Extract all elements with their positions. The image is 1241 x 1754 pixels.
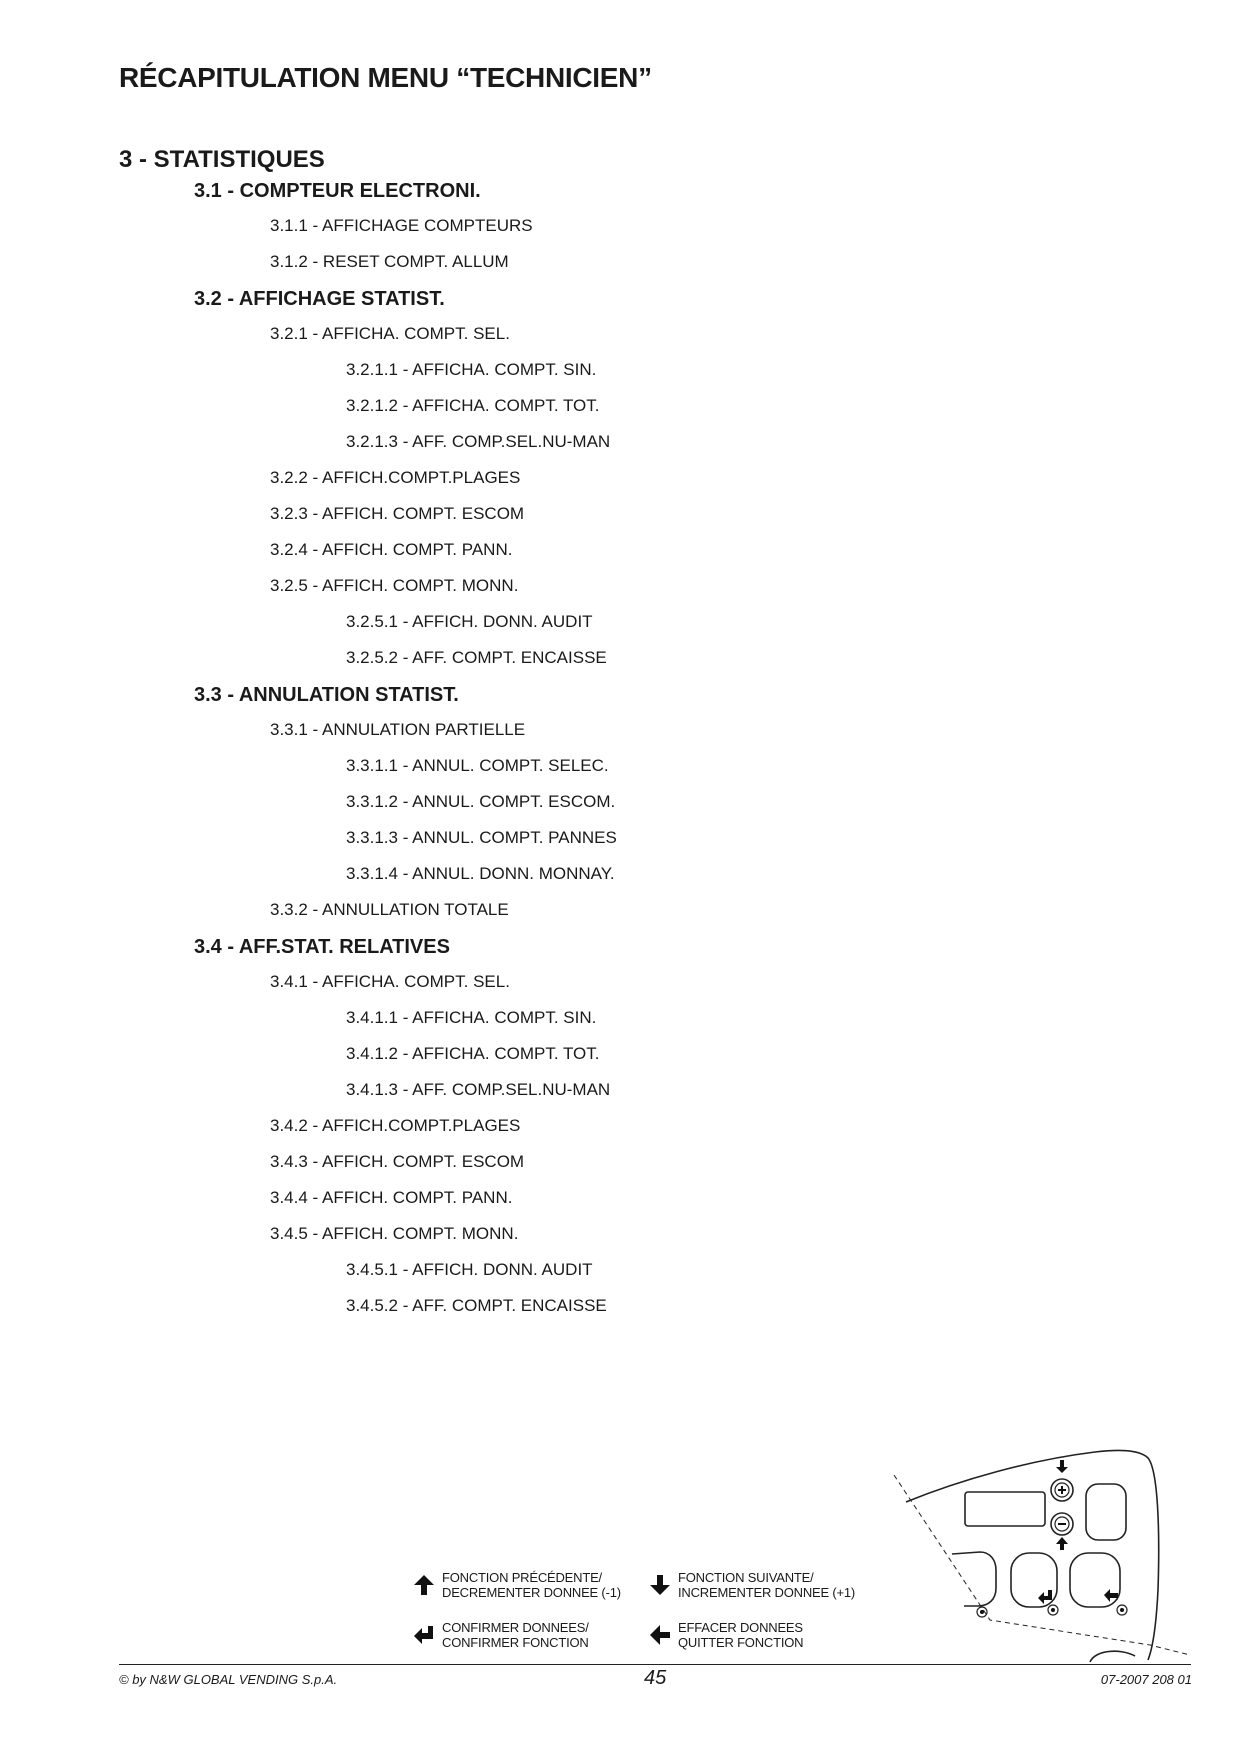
page-title: RÉCAPITULATION MENU “TECHNICIEN” — [119, 62, 652, 93]
menu-item: 3.2.4 - AFFICH. COMPT. PANN. — [270, 540, 513, 559]
menu-subitem: 3.3.1.1 - ANNUL. COMPT. SELEC. — [346, 756, 609, 775]
menu-subitem: 3.3.1.3 - ANNUL. COMPT. PANNES — [346, 828, 617, 847]
menu-subitem: 3.2.1.1 - AFFICHA. COMPT. SIN. — [346, 360, 597, 379]
menu-subitem: 3.3.1.2 - ANNUL. COMPT. ESCOM. — [346, 792, 616, 811]
menu-item: 3.1.2 - RESET COMPT. ALLUM — [270, 252, 509, 271]
menu-subitem: 3.2.5.2 - AFF. COMPT. ENCAISSE — [346, 648, 607, 667]
menu-item: 3.2.2 - AFFICH.COMPT.PLAGES — [270, 468, 521, 487]
enter-icon — [412, 1623, 436, 1647]
legend-down-line1: FONCTION SUIVANTE/ — [678, 1570, 814, 1585]
menu-section: 3.3 - ANNULATION STATIST. — [194, 684, 459, 706]
menu-subitem: 3.4.1.1 - AFFICHA. COMPT. SIN. — [346, 1008, 597, 1027]
menu-subitem: 3.2.1.3 - AFF. COMP.SEL.NU-MAN — [346, 432, 611, 451]
legend-enter-line1: CONFIRMER DONNEES/ — [442, 1620, 589, 1635]
keypad-panel-illustration — [890, 1440, 1200, 1665]
menu-subitem: 3.4.1.2 - AFFICHA. COMPT. TOT. — [346, 1044, 600, 1063]
menu-subitem: 3.4.1.3 - AFF. COMP.SEL.NU-MAN — [346, 1080, 611, 1099]
legend-up — [412, 1570, 621, 1600]
menu-item: 3.4.1 - AFFICHA. COMPT. SEL. — [270, 972, 510, 991]
section-title: 3 - STATISTIQUES — [119, 146, 325, 173]
arrow-down-icon — [648, 1573, 672, 1597]
menu-item: 3.2.1 - AFFICHA. COMPT. SEL. — [270, 324, 510, 343]
menu-item: 3.2.5 - AFFICH. COMPT. MONN. — [270, 576, 519, 595]
menu-subitem: 3.4.5.1 - AFFICH. DONN. AUDIT — [346, 1260, 593, 1279]
menu-section: 3.1 - COMPTEUR ELECTRONI. — [194, 180, 481, 202]
legend-back-line1: EFFACER DONNEES — [678, 1620, 803, 1635]
arrow-left-icon — [648, 1623, 672, 1647]
legend-down — [648, 1570, 855, 1600]
menu-item: 3.4.5 - AFFICH. COMPT. MONN. — [270, 1224, 519, 1243]
menu-item: 3.1.1 - AFFICHAGE COMPTEURS — [270, 216, 533, 235]
menu-section: 3.2 - AFFICHAGE STATIST. — [194, 288, 445, 310]
menu-item: 3.4.4 - AFFICH. COMPT. PANN. — [270, 1188, 513, 1207]
legend-up-line2: DECREMENTER DONNEE (-1) — [442, 1585, 621, 1600]
key-legend — [412, 1570, 892, 1660]
legend-down-line2: INCREMENTER DONNEE (+1) — [678, 1585, 856, 1600]
menu-subitem: 3.3.1.4 - ANNUL. DONN. MONNAY. — [346, 864, 615, 883]
legend-back-line2: QUITTER FONCTION — [678, 1635, 804, 1650]
menu-item: 3.4.2 - AFFICH.COMPT.PLAGES — [270, 1116, 521, 1135]
arrow-up-icon — [412, 1573, 436, 1597]
menu-section: 3.4 - AFF.STAT. RELATIVES — [194, 936, 450, 958]
page-number: 45 — [644, 1667, 667, 1689]
doc-code: 07-2007 208 01 — [1100, 1672, 1192, 1687]
legend-back — [648, 1620, 803, 1650]
menu-item: 3.3.1 - ANNULATION PARTIELLE — [270, 720, 526, 739]
menu-item: 3.3.2 - ANNULLATION TOTALE — [270, 900, 509, 919]
footer-copyright: © by N&W GLOBAL VENDING S.p.A. — [119, 1672, 338, 1687]
menu-subitem: 3.2.5.1 - AFFICH. DONN. AUDIT — [346, 612, 593, 631]
legend-enter-line2: CONFIRMER FONCTION — [442, 1635, 589, 1650]
menu-subitem: 3.4.5.2 - AFF. COMPT. ENCAISSE — [346, 1296, 607, 1315]
menu-subitem: 3.2.1.2 - AFFICHA. COMPT. TOT. — [346, 396, 600, 415]
menu-item: 3.4.3 - AFFICH. COMPT. ESCOM — [270, 1152, 525, 1171]
footer-rule — [119, 1664, 1191, 1665]
legend-up-line1: FONCTION PRÉCÉDENTE/ — [442, 1570, 602, 1585]
menu-item: 3.2.3 - AFFICH. COMPT. ESCOM — [270, 504, 525, 523]
legend-enter — [412, 1620, 589, 1650]
